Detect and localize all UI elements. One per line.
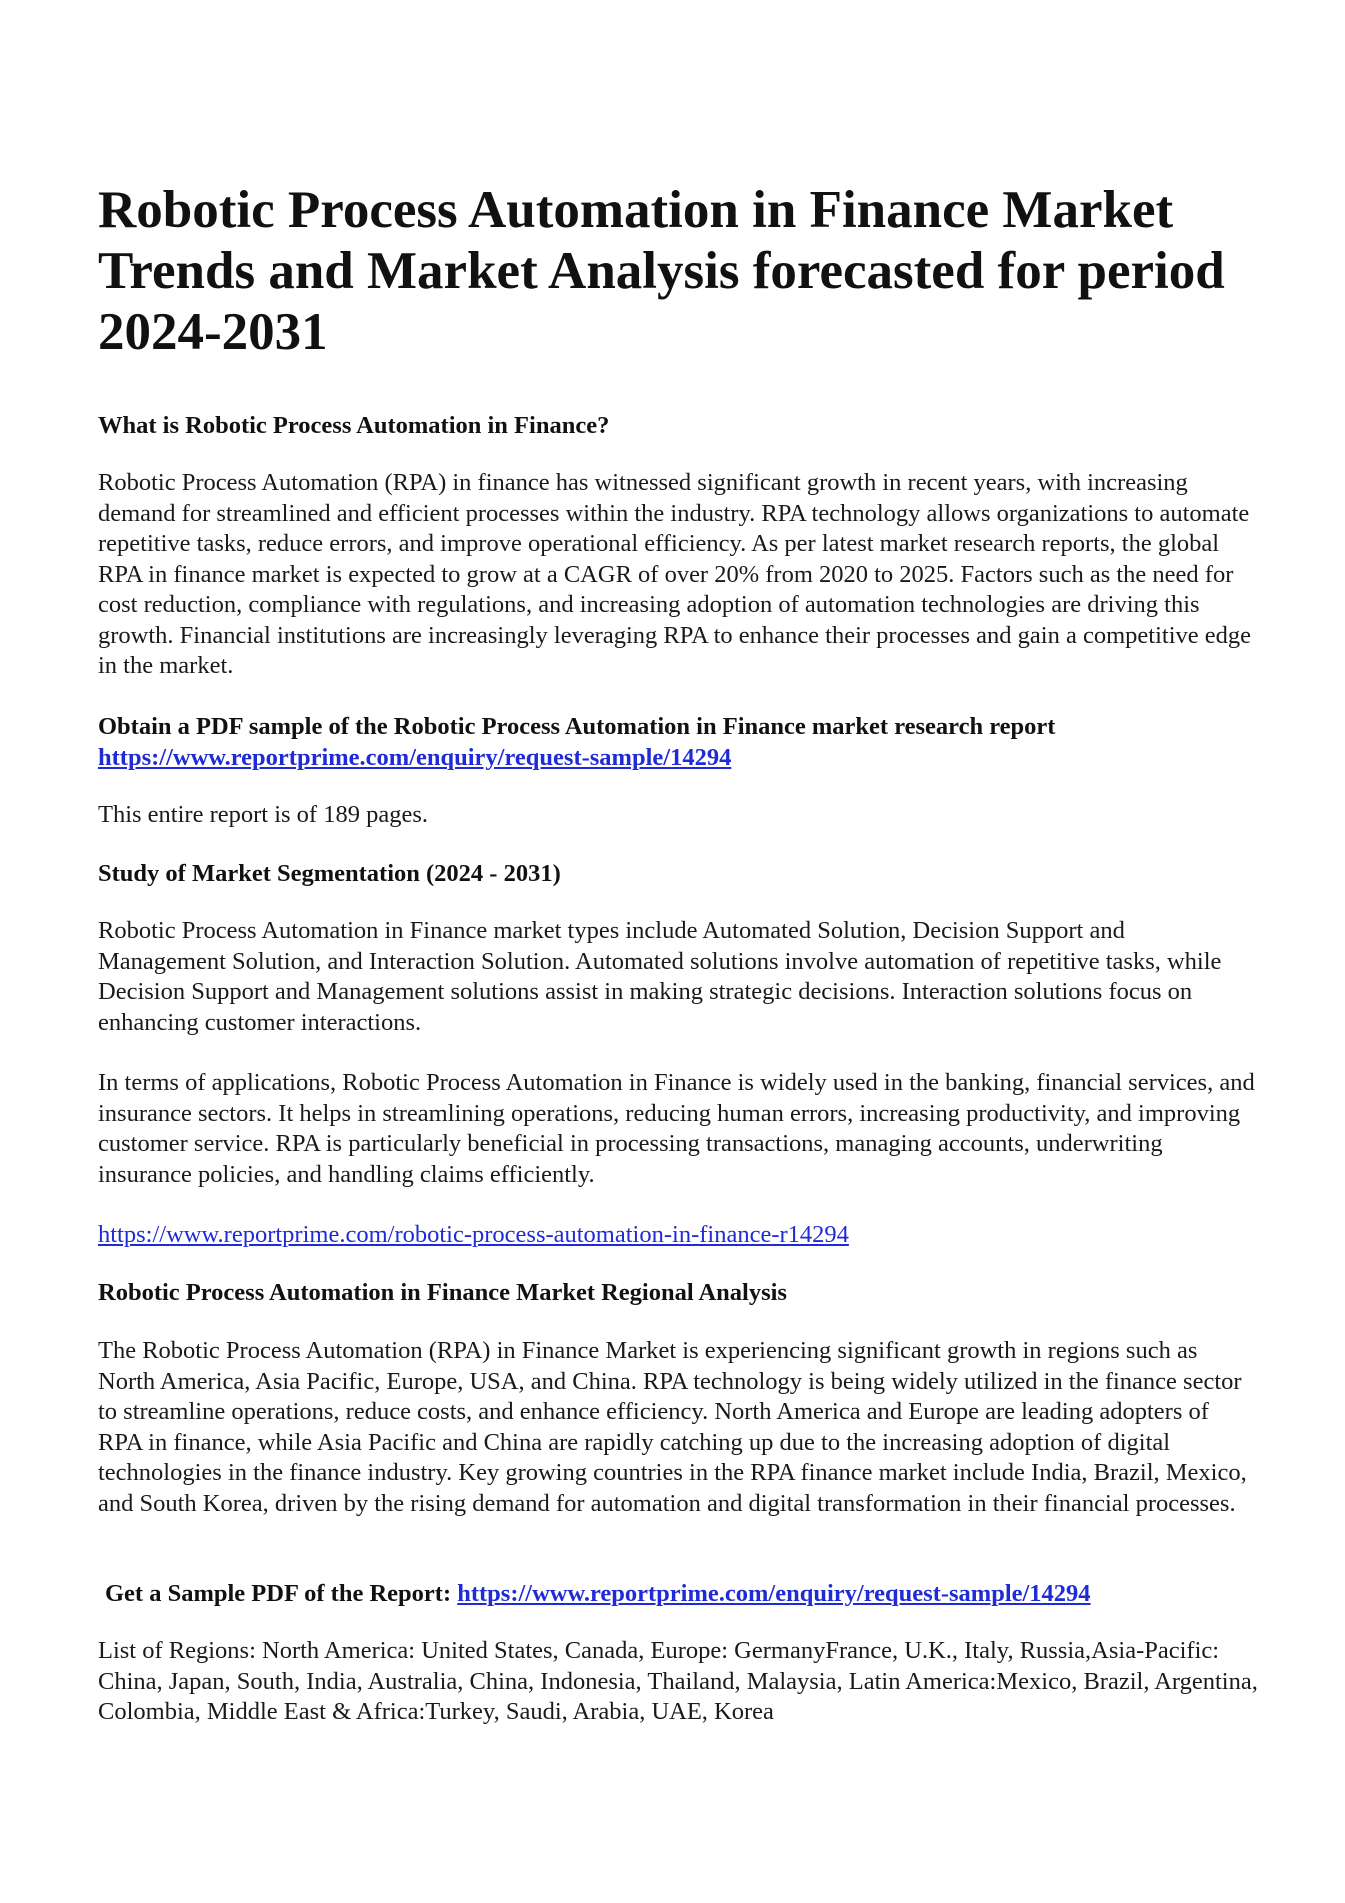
page-title: Robotic Process Automation in Finance Market Trends and Market Analysis forecasted for period 2024-2031 xyxy=(98,181,1225,361)
pages-note: This entire report is of 189 pages. xyxy=(98,801,428,828)
report-link[interactable]: https://www.reportprime.com/robotic-process-automation-in-finance-r14294 xyxy=(98,1221,849,1248)
segmentation-heading: Study of Market Segmentation (2024 - 2031) xyxy=(98,860,561,887)
what-is-heading: What is Robotic Process Automation in Finance? xyxy=(98,412,610,439)
report-link-paragraph xyxy=(98,1220,1258,1251)
regional-paragraph: The Robotic Process Automation (RPA) in Finance Market is experiencing significant growth in regions such as North America, Asia Pacific, Europe, USA, and China. RPA technology is being widely utilized in the finance sector to streamline operations, reduce costs, and enhance efficiency. North America and Europe are leading adopters of RPA in finance, while Asia Pacific and China are rapidly catching up due to the increasing adoption of digital technologies in the finance industry. Key growing countries in the RPA finance market include India, Brazil, Mexico, and South Korea, driven by the rising demand for automation and digital transformation in their financial processes. xyxy=(98,1337,1247,1517)
get-sample-label: Get a Sample PDF of the Report: xyxy=(105,1580,458,1607)
get-sample-link[interactable]: https://www.reportprime.com/enquiry/request-sample/14294 xyxy=(457,1580,1091,1607)
sample-request-paragraph xyxy=(98,711,1258,773)
sample-request-link[interactable]: https://www.reportprime.com/enquiry/request-sample/14294 xyxy=(98,744,732,771)
what-is-paragraph: Robotic Process Automation (RPA) in finance has witnessed significant growth in recent years, with increasing demand for streamlined and efficient processes within the industry. RPA technology allows organizations to automate repetitive tasks, reduce errors, and improve operational efficiency. As per latest market research reports, the global RPA in finance market is expected to grow at a CAGR of over 20% from 2020 to 2025. Factors such as the need for cost reduction, compliance with regulations, and increasing adoption of automation technologies are driving this growth. Financial institutions are increasingly leveraging RPA to enhance their processes and gain a competitive edge in the market. xyxy=(98,469,1252,679)
regions-list-paragraph: List of Regions: North America: United States, Canada, Europe: GermanyFrance, U.K., Italy, Russia,Asia-Pacific: China, Japan, South, India, Australia, China, Indonesia, Thailand, Malaysia, Latin America:Mexico, Brazil, Argentina, Colombia, Middle East & Africa:Turkey, Saudi, Arabia, UAE, Korea xyxy=(98,1637,1258,1725)
segmentation-types-paragraph: Robotic Process Automation in Finance market types include Automated Solution, Decision Support and Management Solution, and Interaction Solution. Automated solutions involve automation of repetitive tasks, while Decision Support and Management solutions assist in making strategic decisions. Interaction solutions focus on enhancing customer interactions. xyxy=(98,917,1222,1036)
get-sample-paragraph xyxy=(105,1578,1265,1609)
sample-request-text: Obtain a PDF sample of the Robotic Process Automation in Finance market research report xyxy=(98,713,1056,740)
regional-heading: Robotic Process Automation in Finance Market Regional Analysis xyxy=(98,1279,787,1306)
segmentation-applications-paragraph: In terms of applications, Robotic Process Automation in Finance is widely used in the banking, financial services, and insurance sectors. It helps in streamlining operations, reducing human errors, increasing productivity, and improving customer service. RPA is particularly beneficial in processing transactions, managing accounts, underwriting insurance policies, and handling claims efficiently. xyxy=(98,1069,1255,1188)
